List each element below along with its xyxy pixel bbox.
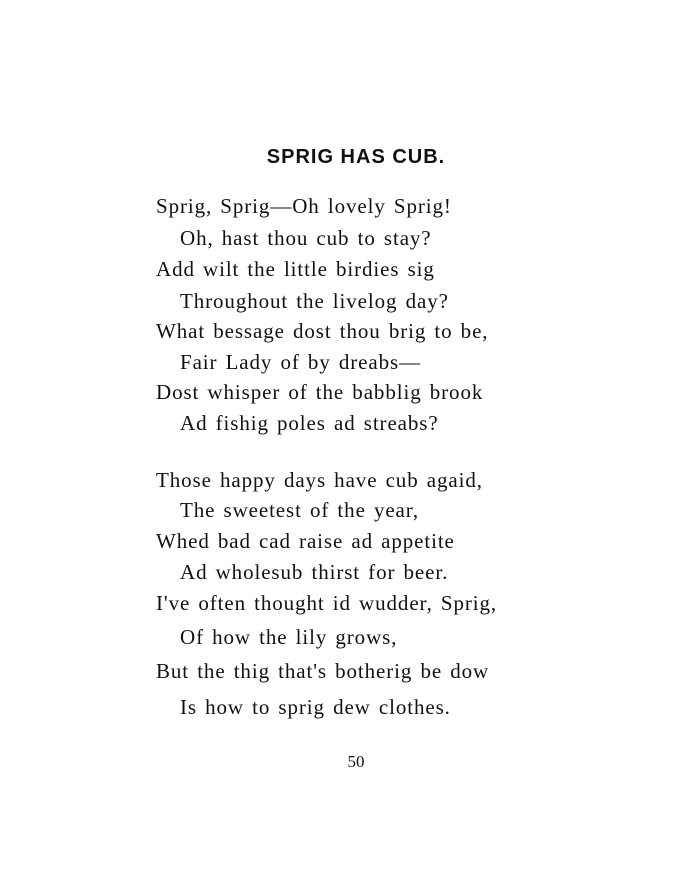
poem-line: Ad fishig poles ad streabs? <box>180 411 439 435</box>
poem-line: The sweetest of the year, <box>180 498 419 522</box>
poem-line: I've often thought id wudder, Sprig, <box>156 591 498 615</box>
poem-line: Ad wholesub thirst for beer. <box>180 560 449 584</box>
poem-line: But the thig that's botherig be dow <box>156 659 490 683</box>
poem-line: Dost whisper of the babblig brook <box>156 380 484 404</box>
poem-line: Oh, hast thou cub to stay? <box>180 226 432 250</box>
page-number: 50 <box>347 752 365 771</box>
poem-line: Throughout the livelog day? <box>180 289 449 313</box>
poem-line: Sprig, Sprig—Oh lovely Sprig! <box>156 194 452 218</box>
poem-line: Is how to sprig dew clothes. <box>180 695 451 719</box>
poem-line: Those happy days have cub agaid, <box>156 468 483 492</box>
poem-line: Of how the lily grows, <box>180 625 398 649</box>
poem-line: Add wilt the little birdies sig <box>156 257 435 281</box>
poem-line: Whed bad cad raise ad appetite <box>156 529 455 553</box>
poem-line: What bessage dost thou brig to be, <box>156 319 489 343</box>
poem-line: Fair Lady of by dreabs— <box>180 350 421 374</box>
poem-title: SPRIG HAS CUB. <box>266 146 446 168</box>
